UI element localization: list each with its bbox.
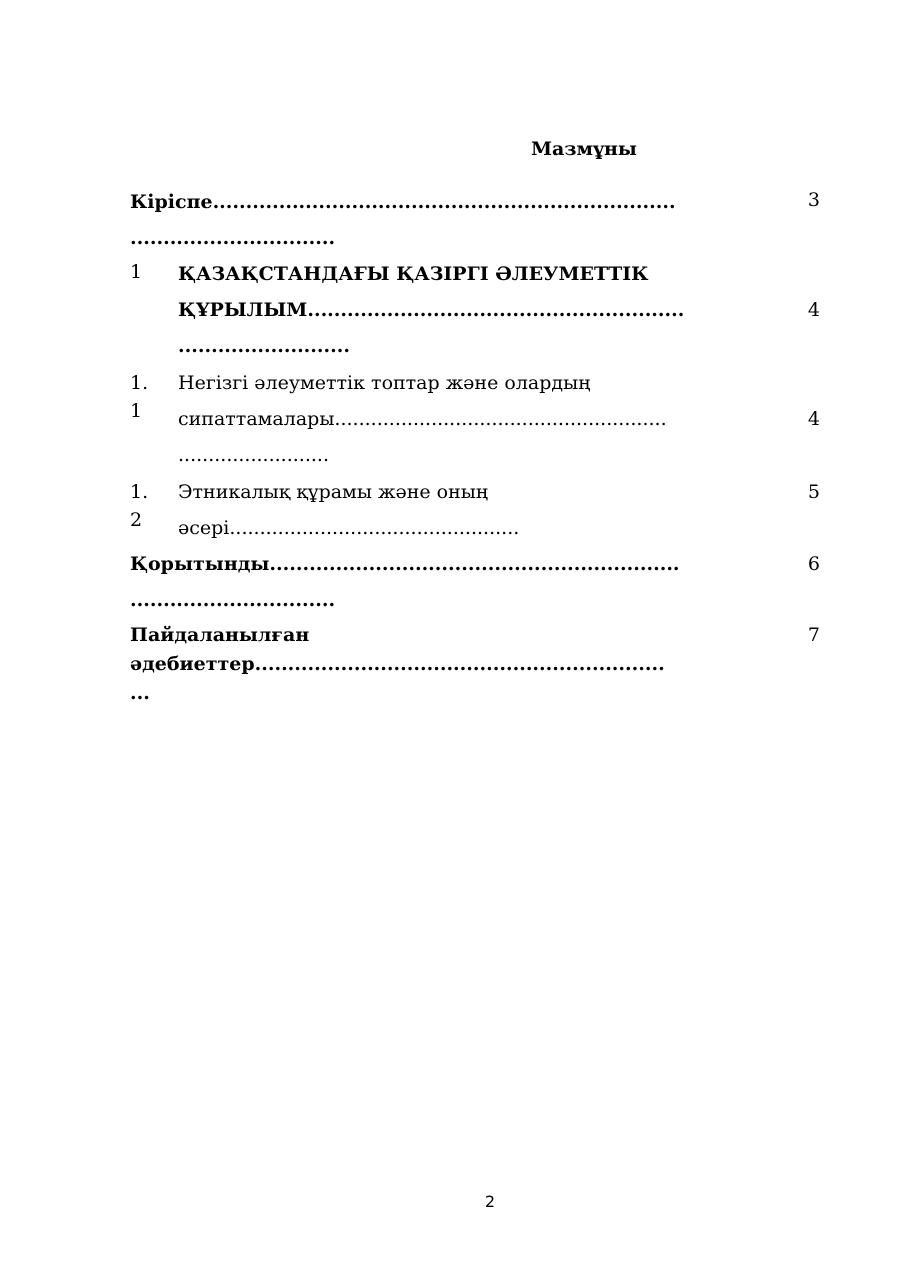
toc-entry-text: Этникалық құрамы және оның әсері................................................: [178, 481, 520, 539]
toc-entry-number: 1. 2: [130, 481, 149, 531]
footer-page-number: 2: [484, 1192, 496, 1211]
toc-entry-page-number: 4: [807, 408, 820, 430]
toc-entry-text: Кіріспе...................................................................... ...............................: [130, 191, 676, 249]
toc-entry-number: 1. 1: [130, 372, 149, 422]
toc-entry-text: Пайдаланылған әдебиеттер.............................................................. ...: [130, 624, 665, 704]
toc-entry-number: 1: [130, 261, 143, 283]
toc-entry-text: Негізгі әлеуметтік топтар және олардың сипаттамалары....................................................... .........................: [178, 372, 667, 466]
toc-entry-text: ҚАЗАҚСТАНДАҒЫ ҚАЗІРГІ ӘЛЕУМЕТТІК ҚҰРЫЛЫМ......................................................... ..........................: [178, 263, 685, 357]
toc-entry-page-number: 5: [807, 481, 820, 503]
toc-entry-page-number: 6: [807, 553, 820, 575]
toc-entry-page-number: 3: [807, 189, 820, 211]
toc-entry-page-number: 4: [807, 299, 820, 321]
toc-title: Мазмұны: [531, 138, 637, 160]
toc-entry-page-number: 7: [807, 624, 820, 646]
toc-entry-text: Қорытынды.............................................................. ...............................: [130, 553, 680, 611]
